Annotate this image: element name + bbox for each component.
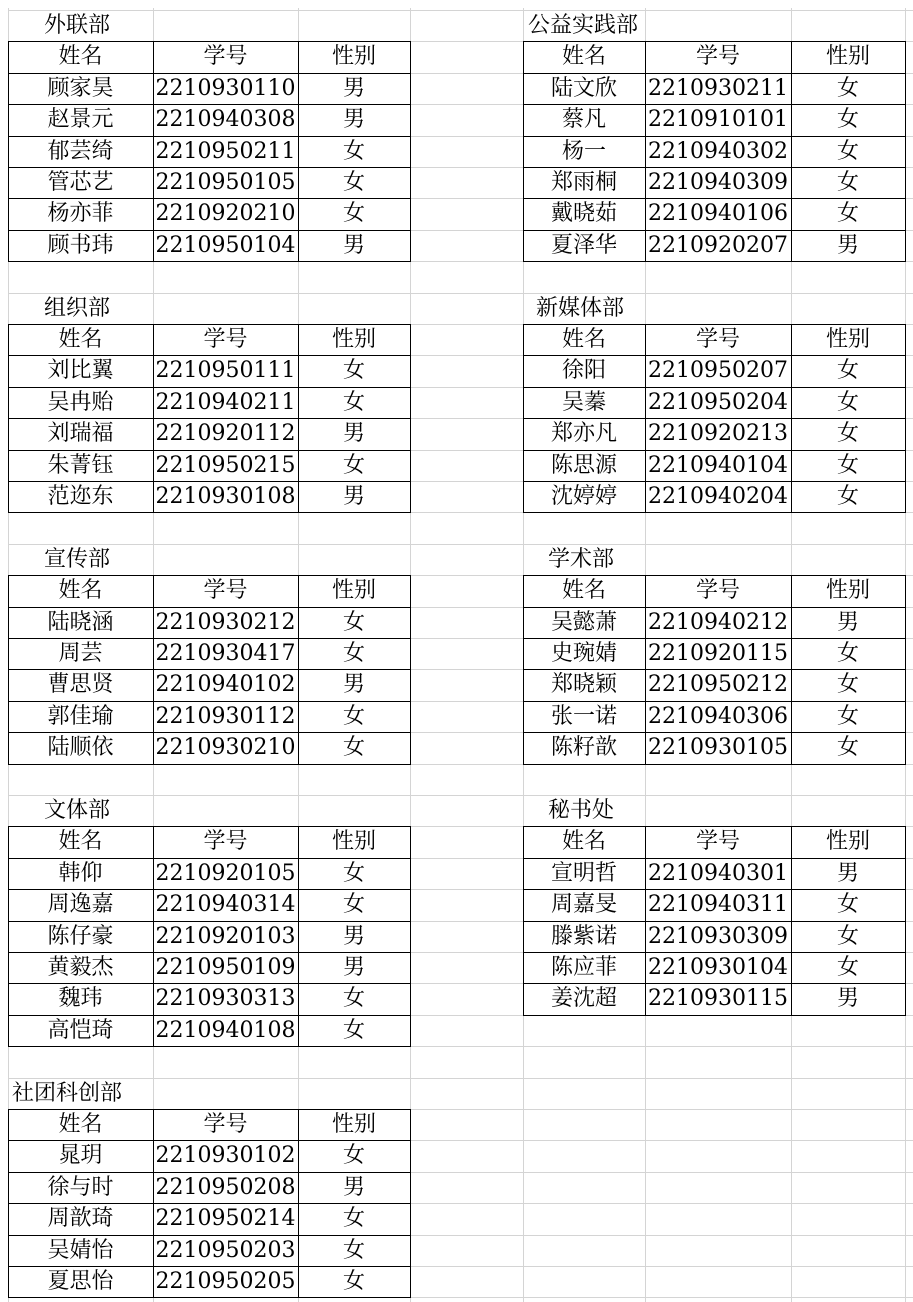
student-id: 2210920105 <box>155 860 296 886</box>
table-border <box>8 952 411 953</box>
column-header: 姓名 <box>561 578 606 604</box>
gender: 女 <box>342 389 365 415</box>
gender: 女 <box>342 1143 365 1169</box>
table-border <box>791 826 792 1016</box>
table-border <box>8 230 411 231</box>
table-border <box>298 1109 299 1298</box>
student-id: 2210930210 <box>155 735 296 761</box>
table-border <box>523 1015 906 1016</box>
table-border <box>8 607 411 608</box>
column-header: 学号 <box>203 327 248 352</box>
member-name: 夏泽华 <box>550 232 617 258</box>
table-border <box>8 41 9 262</box>
gender: 女 <box>342 892 365 918</box>
table-border <box>645 41 646 262</box>
table-border <box>8 1266 411 1267</box>
student-id: 2210930105 <box>648 735 788 761</box>
gender: 女 <box>836 452 859 478</box>
table-border <box>523 921 906 922</box>
gender: 女 <box>836 955 859 980</box>
column-header: 学号 <box>203 1112 248 1137</box>
student-id: 2210920103 <box>155 923 296 949</box>
student-id: 2210910101 <box>648 107 788 133</box>
gender: 女 <box>342 170 365 195</box>
table-border <box>8 1297 411 1298</box>
student-id: 2210940314 <box>155 892 296 918</box>
student-id: 2210950205 <box>155 1269 296 1294</box>
gender: 女 <box>836 484 859 509</box>
table-border <box>523 481 906 482</box>
member-name: 杨一 <box>561 138 606 164</box>
student-id: 2210940204 <box>648 484 788 509</box>
student-id: 2210950208 <box>155 1174 296 1200</box>
table-border <box>523 669 906 670</box>
column-header: 姓名 <box>561 44 606 70</box>
gender: 女 <box>836 75 859 101</box>
member-name: 沈婷婷 <box>550 484 617 509</box>
member-name: 郑亦凡 <box>550 421 617 447</box>
student-id: 2210930112 <box>155 703 296 729</box>
table-border <box>8 104 411 105</box>
gender: 男 <box>342 672 365 698</box>
student-id: 2210920213 <box>648 421 788 447</box>
table-border <box>8 450 411 451</box>
grid-row-line <box>8 1078 913 1079</box>
member-name: 夏思怡 <box>47 1269 114 1294</box>
student-id: 2210940301 <box>648 860 788 886</box>
gender: 女 <box>836 170 859 195</box>
gender: 女 <box>836 892 859 918</box>
grid-row-line <box>8 795 913 796</box>
gender: 女 <box>342 641 365 666</box>
table-border <box>523 607 906 608</box>
table-border <box>523 764 906 765</box>
gender: 女 <box>342 1269 365 1294</box>
member-name: 郁芸绮 <box>47 138 114 164</box>
student-id: 2210950214 <box>155 1206 296 1232</box>
member-name: 高恺琦 <box>47 1017 114 1043</box>
table-border <box>8 198 411 199</box>
gender: 男 <box>342 484 365 509</box>
table-border <box>8 575 411 576</box>
table-border <box>8 983 411 984</box>
table-border <box>523 198 906 199</box>
table-border <box>8 167 411 168</box>
gender: 男 <box>836 986 859 1012</box>
student-id: 2210950207 <box>648 358 788 384</box>
table-border <box>523 136 906 137</box>
table-border <box>523 512 906 513</box>
table-border <box>523 826 906 827</box>
member-name: 郑雨桐 <box>550 170 617 195</box>
column-header: 姓名 <box>58 327 103 352</box>
member-name: 黄毅杰 <box>47 955 114 980</box>
gender: 男 <box>342 75 365 101</box>
column-header: 性别 <box>331 1112 376 1137</box>
student-id: 2210940308 <box>155 107 296 133</box>
member-name: 管芯艺 <box>47 170 114 195</box>
gender: 女 <box>342 1206 365 1232</box>
column-header: 学号 <box>203 44 248 70</box>
table-border <box>8 732 411 733</box>
student-id: 2210930104 <box>648 955 788 980</box>
section-title: 学术部 <box>548 546 615 572</box>
table-border <box>8 701 411 702</box>
student-id: 2210950204 <box>648 389 788 415</box>
column-header: 学号 <box>695 327 740 352</box>
section-title: 新媒体部 <box>536 295 625 321</box>
student-id: 2210940311 <box>648 892 788 918</box>
member-name: 晁玥 <box>58 1143 103 1169</box>
gender: 女 <box>836 703 859 729</box>
table-border <box>8 1109 411 1110</box>
member-name: 宣明哲 <box>550 860 617 886</box>
member-name: 杨亦菲 <box>47 201 114 227</box>
table-border <box>523 575 524 765</box>
gender: 女 <box>342 201 365 227</box>
member-name: 吴蓁 <box>561 389 606 415</box>
member-name: 韩仰 <box>58 860 103 886</box>
member-name: 朱菁钰 <box>47 452 114 478</box>
table-border <box>8 1046 411 1047</box>
gender: 男 <box>342 955 365 980</box>
table-border <box>8 387 411 388</box>
member-name: 徐阳 <box>561 358 606 384</box>
member-name: 吴婧怡 <box>47 1237 114 1263</box>
member-name: 范迩东 <box>47 484 114 509</box>
column-header: 学号 <box>695 44 740 70</box>
gender: 女 <box>342 860 365 886</box>
column-header: 姓名 <box>58 829 103 855</box>
table-border <box>523 167 906 168</box>
table-border <box>410 1109 411 1298</box>
member-name: 郭佳瑜 <box>47 703 114 729</box>
table-border <box>8 324 411 325</box>
grid-row-line <box>8 544 913 545</box>
student-id: 2210950211 <box>155 138 296 164</box>
table-border <box>153 1109 154 1298</box>
table-border <box>791 41 792 262</box>
column-header: 学号 <box>695 829 740 855</box>
student-id: 2210930417 <box>155 641 296 666</box>
table-border <box>645 324 646 513</box>
table-border <box>153 575 154 765</box>
student-id: 2210930313 <box>155 986 296 1012</box>
table-border <box>8 575 9 765</box>
member-name: 张一诺 <box>550 703 617 729</box>
gender: 女 <box>836 923 859 949</box>
gender: 男 <box>342 107 365 133</box>
gender: 女 <box>342 1237 365 1263</box>
gender: 女 <box>342 138 365 164</box>
member-name: 曹思贤 <box>47 672 114 698</box>
table-border <box>523 387 906 388</box>
student-id: 2210950203 <box>155 1237 296 1263</box>
student-id: 2210920115 <box>648 641 788 666</box>
column-header: 性别 <box>331 44 376 70</box>
gender: 男 <box>342 923 365 949</box>
table-border <box>8 1015 411 1016</box>
table-border <box>298 826 299 1047</box>
student-id: 2210930102 <box>155 1143 296 1169</box>
column-header: 姓名 <box>58 1112 103 1137</box>
student-id: 2210940211 <box>155 389 296 415</box>
table-border <box>523 104 906 105</box>
student-id: 2210950104 <box>155 232 296 258</box>
student-id: 2210930309 <box>648 923 788 949</box>
student-id: 2210930211 <box>648 75 788 101</box>
member-name: 陈思源 <box>550 452 617 478</box>
column-header: 学号 <box>695 578 740 604</box>
table-border <box>8 669 411 670</box>
student-id: 2210940108 <box>155 1017 296 1043</box>
member-name: 徐与时 <box>47 1174 114 1200</box>
section-title: 文体部 <box>44 798 111 823</box>
column-header: 性别 <box>825 578 870 604</box>
table-border <box>8 73 411 74</box>
gender: 女 <box>342 609 365 635</box>
table-border <box>905 324 906 513</box>
member-name: 滕紫诺 <box>550 923 617 949</box>
column-header: 姓名 <box>58 578 103 604</box>
column-header: 学号 <box>203 578 248 604</box>
table-border <box>523 261 906 262</box>
table-border <box>523 450 906 451</box>
gender: 女 <box>342 1017 365 1043</box>
table-border <box>8 41 411 42</box>
member-name: 陆顺依 <box>47 735 114 761</box>
member-name: 史琬婧 <box>550 641 617 666</box>
table-border <box>410 41 411 262</box>
table-border <box>8 858 411 859</box>
table-border <box>410 324 411 513</box>
column-header: 性别 <box>331 327 376 352</box>
gender: 女 <box>342 452 365 478</box>
gender: 男 <box>836 860 859 886</box>
table-border <box>8 355 411 356</box>
table-border <box>8 261 411 262</box>
table-border <box>410 575 411 765</box>
student-id: 2210920112 <box>155 421 296 447</box>
table-border <box>410 826 411 1047</box>
table-border <box>523 230 906 231</box>
member-name: 周嘉旻 <box>550 892 617 918</box>
table-border <box>8 1203 411 1204</box>
student-id: 2210940302 <box>648 138 788 164</box>
table-border <box>298 41 299 262</box>
section-title: 宣传部 <box>44 546 111 572</box>
gender: 男 <box>836 232 859 258</box>
table-border <box>8 1172 411 1173</box>
table-border <box>523 858 906 859</box>
table-border <box>523 41 524 262</box>
member-name: 陆文欣 <box>550 75 617 101</box>
gender: 男 <box>342 1174 365 1200</box>
member-name: 周芸 <box>58 641 103 666</box>
member-name: 陆晓涵 <box>47 609 114 635</box>
table-border <box>8 826 9 1047</box>
gender: 女 <box>836 107 859 133</box>
table-border <box>523 41 906 42</box>
table-border <box>905 41 906 262</box>
gender: 女 <box>342 358 365 384</box>
table-border <box>8 1235 411 1236</box>
column-header: 姓名 <box>561 327 606 352</box>
table-border <box>523 355 906 356</box>
table-border <box>523 732 906 733</box>
table-border <box>8 921 411 922</box>
column-header: 姓名 <box>561 829 606 855</box>
column-header: 性别 <box>331 578 376 604</box>
table-border <box>645 575 646 765</box>
member-name: 顾家昊 <box>47 75 114 101</box>
table-border <box>8 826 411 827</box>
table-border <box>523 418 906 419</box>
table-border <box>523 952 906 953</box>
table-border <box>645 826 646 1016</box>
student-id: 2210940106 <box>648 201 788 227</box>
gender: 女 <box>836 735 859 761</box>
table-border <box>791 324 792 513</box>
member-name: 刘比翼 <box>47 358 114 384</box>
table-border <box>8 1140 411 1141</box>
column-header: 性别 <box>825 829 870 855</box>
student-id: 2210920207 <box>648 232 788 258</box>
member-name: 顾书玮 <box>47 232 114 258</box>
section-title: 组织部 <box>44 295 111 321</box>
column-header: 学号 <box>203 829 248 855</box>
table-border <box>298 324 299 513</box>
student-id: 2210950212 <box>648 672 788 698</box>
table-border <box>523 889 906 890</box>
student-id: 2210930110 <box>155 75 296 101</box>
gender: 女 <box>836 389 859 415</box>
gender: 女 <box>342 735 365 761</box>
table-border <box>523 324 524 513</box>
student-id: 2210950111 <box>155 358 296 384</box>
gender: 女 <box>342 986 365 1012</box>
gender: 女 <box>836 138 859 164</box>
member-name: 陈籽歆 <box>550 735 617 761</box>
table-border <box>8 1109 9 1298</box>
column-header: 性别 <box>825 327 870 352</box>
student-id: 2210940309 <box>648 170 788 195</box>
table-border <box>523 73 906 74</box>
table-border <box>298 575 299 765</box>
table-border <box>153 826 154 1047</box>
table-border <box>8 324 9 513</box>
member-name: 周歆琦 <box>47 1206 114 1232</box>
table-border <box>523 826 524 1016</box>
section-title: 公益实践部 <box>528 13 639 38</box>
member-name: 魏玮 <box>58 986 103 1012</box>
table-border <box>905 826 906 1016</box>
member-name: 赵景元 <box>47 107 114 133</box>
table-border <box>523 638 906 639</box>
table-border <box>523 701 906 702</box>
student-id: 2210930108 <box>155 484 296 509</box>
table-border <box>8 512 411 513</box>
member-name: 戴晓茹 <box>550 201 617 227</box>
student-id: 2210940306 <box>648 703 788 729</box>
student-id: 2210940102 <box>155 672 296 698</box>
student-id: 2210940212 <box>648 609 788 635</box>
student-id: 2210940104 <box>648 452 788 478</box>
member-name: 吴懿萧 <box>550 609 617 635</box>
gender: 女 <box>836 421 859 447</box>
gender: 男 <box>342 232 365 258</box>
gender: 男 <box>836 609 859 635</box>
table-border <box>8 136 411 137</box>
grid-row-line <box>8 293 913 294</box>
table-border <box>523 324 906 325</box>
member-name: 吴冉贻 <box>47 389 114 415</box>
table-border <box>523 983 906 984</box>
column-header: 姓名 <box>58 44 103 70</box>
gender: 女 <box>836 201 859 227</box>
student-id: 2210950105 <box>155 170 296 195</box>
student-id: 2210950109 <box>155 955 296 980</box>
table-border <box>8 638 411 639</box>
table-border <box>791 575 792 765</box>
student-id: 2210950215 <box>155 452 296 478</box>
member-name: 陈仔豪 <box>47 923 114 949</box>
column-header: 性别 <box>825 44 870 70</box>
section-title: 外联部 <box>44 13 111 38</box>
grid-row-line <box>8 10 913 11</box>
table-border <box>153 324 154 513</box>
member-name: 刘瑞福 <box>47 421 114 447</box>
member-name: 姜沈超 <box>550 986 617 1012</box>
student-id: 2210930115 <box>648 986 788 1012</box>
student-id: 2210920210 <box>155 201 296 227</box>
table-border <box>8 481 411 482</box>
gender: 女 <box>836 672 859 698</box>
member-name: 周逸嘉 <box>47 892 114 918</box>
gender: 女 <box>342 703 365 729</box>
gender: 女 <box>836 358 859 384</box>
member-name: 陈应菲 <box>550 955 617 980</box>
column-header: 性别 <box>331 829 376 855</box>
table-border <box>153 41 154 262</box>
student-id: 2210930212 <box>155 609 296 635</box>
member-name: 郑晓颖 <box>550 672 617 698</box>
member-name: 蔡凡 <box>561 107 606 133</box>
table-border <box>905 575 906 765</box>
table-border <box>8 764 411 765</box>
section-title: 社团科创部 <box>12 1080 123 1106</box>
gender: 女 <box>836 641 859 666</box>
gender: 男 <box>342 421 365 447</box>
table-border <box>8 418 411 419</box>
table-border <box>523 575 906 576</box>
table-border <box>8 889 411 890</box>
section-title: 秘书处 <box>548 798 615 823</box>
